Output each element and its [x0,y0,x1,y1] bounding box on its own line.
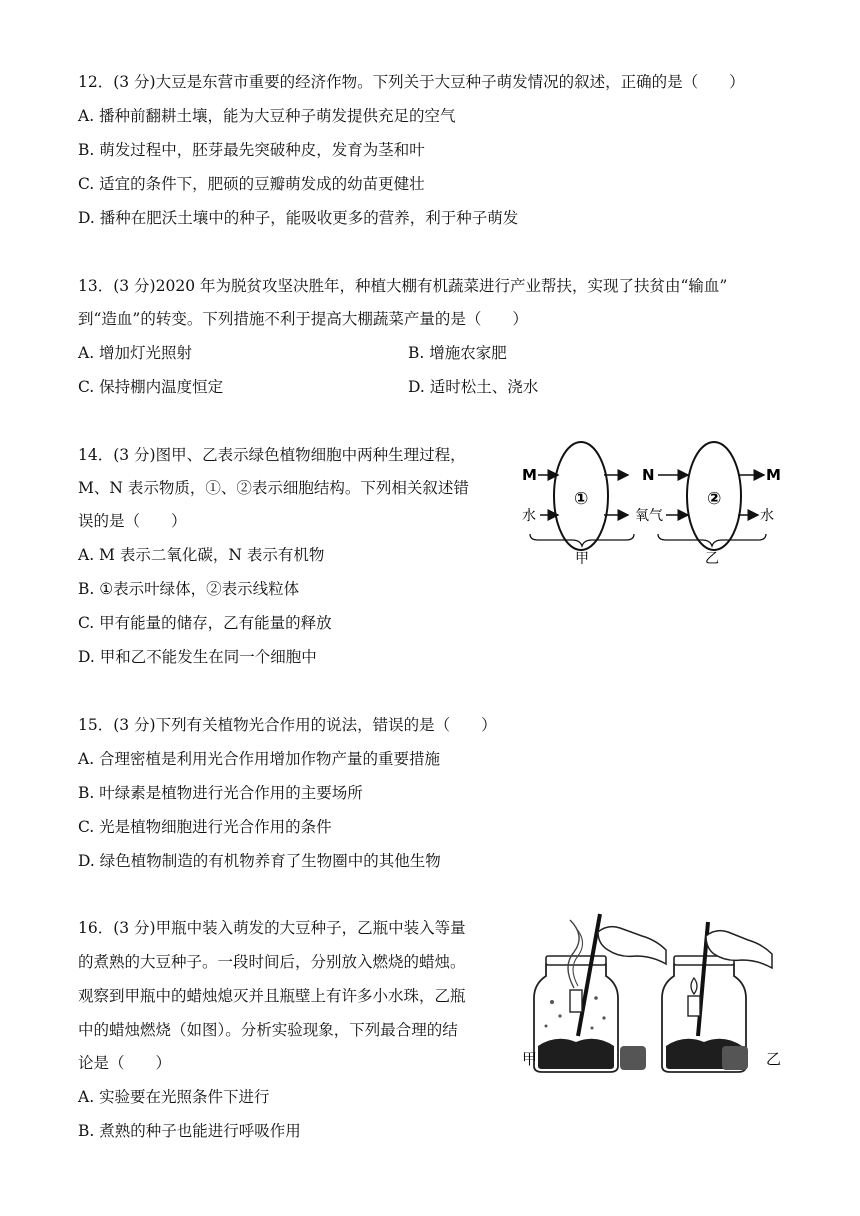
q13-option-d: D. 适时松土、浇水 [408,378,539,396]
q14-stem-line3: 误的是（ ） [78,512,187,530]
circle-1-label: ① [574,489,589,509]
q12-option-c: C. 适宜的条件下，肥硕的豆瓣萌发成的幼苗更健壮 [78,175,425,193]
q14-option-d: D. 甲和乙不能发生在同一个细胞中 [78,648,317,666]
q14-stem-line2: M、N 表示物质，①、②表示细胞结构。下列相关叙述错 [78,479,469,497]
q16-option-a: A. 实验要在光照条件下进行 [78,1088,270,1106]
label-jia: 甲 [575,551,589,567]
label-m-left: M [522,466,537,484]
jar-jia [534,914,666,1072]
label-jar-yi: 乙 [766,1050,782,1068]
q14-option-a: A. M 表示二氧化碳，N 表示有机物 [78,546,325,564]
q14-option-b: B. ①表示叶绿体，②表示线粒体 [78,580,300,598]
q14-process-diagram [518,436,790,568]
label-water-right: 水 [760,508,774,524]
q13-stem-line2: 到“造血”的转变。下列措施不利于提高大棚蔬菜产量的是（ ） [78,310,528,328]
q13-option-c: C. 保持棚内温度恒定 [78,378,224,396]
hand-jia [598,927,666,964]
flame [691,978,697,994]
label-jar-jia: 甲 [522,1050,538,1068]
brace-jia [530,534,634,546]
q16-stem-line2: 的煮熟的大豆种子。一段时间后，分别放入燃烧的蜡烛。 [78,953,466,971]
q16-stem-line3: 观察到甲瓶中的蜡烛熄灭并且瓶壁上有许多小水珠，乙瓶 [78,987,466,1005]
circle-2-label: ② [707,489,722,509]
q13-option-b: B. 增施农家肥 [408,344,507,362]
label-oxygen: 氧气 [635,508,663,524]
q16-jar-experiment-illustration [516,906,788,1078]
q12-stem: 12．(3 分)大豆是东营市重要的经济作物。下列关于大豆种子萌发情况的叙述，正确的是（ ） [78,73,745,91]
q16-stem-line4: 中的蜡烛燃烧（如图）。分析实验现象，下列最合理的结 [78,1021,458,1039]
q13-stem-line1: 13．(3 分)2020 年为脱贫攻坚决胜年，种植大棚有机蔬菜进行产业帮扶，实现了扶贫由“输血” [78,277,728,295]
q16-stem-line5: 论是（ ） [78,1054,172,1072]
q15-option-d: D. 绿色植物制造的有机物养育了生物圈中的其他生物 [78,852,441,870]
q15-stem: 15．(3 分)下列有关植物光合作用的说法，错误的是（ ） [78,716,497,734]
jar-lid-yi [722,1046,748,1070]
q15-option-b: B. 叶绿素是植物进行光合作用的主要场所 [78,784,363,802]
label-m-right: M [766,466,781,484]
germinating-seeds [538,1039,614,1069]
q15-option-a: A. 合理密植是利用光合作用增加作物产量的重要措施 [78,750,441,768]
q12-option-b: B. 萌发过程中，胚芽最先突破种皮，发育为茎和叶 [78,141,425,159]
q16-option-b: B. 煮熟的种子也能进行呼吸作用 [78,1122,301,1140]
candle-yi [688,996,700,1016]
q14-stem-line1: 14．(3 分)图甲、乙表示绿色植物细胞中两种生理过程， [78,446,466,464]
label-n: N [642,466,655,484]
candle [570,990,582,1012]
q13-option-a: A. 增加灯光照射 [78,344,193,362]
q14-option-c: C. 甲有能量的储存，乙有能量的释放 [78,614,332,632]
q12-option-d: D. 播种在肥沃土壤中的种子，能吸收更多的营养，利于种子萌发 [78,209,519,227]
jar-yi [662,922,772,1072]
q15-option-c: C. 光是植物细胞进行光合作用的条件 [78,818,332,836]
q12-option-a: A. 播种前翻耕土壤，能为大豆种子萌发提供充足的空气 [78,107,456,125]
label-water-left: 水 [522,508,536,524]
jar-lid-jia [620,1046,646,1070]
label-yi: 乙 [705,551,719,567]
brace-yi [658,534,766,546]
q16-stem-line1: 16．(3 分)甲瓶中装入萌发的大豆种子，乙瓶中装入等量 [78,919,466,937]
